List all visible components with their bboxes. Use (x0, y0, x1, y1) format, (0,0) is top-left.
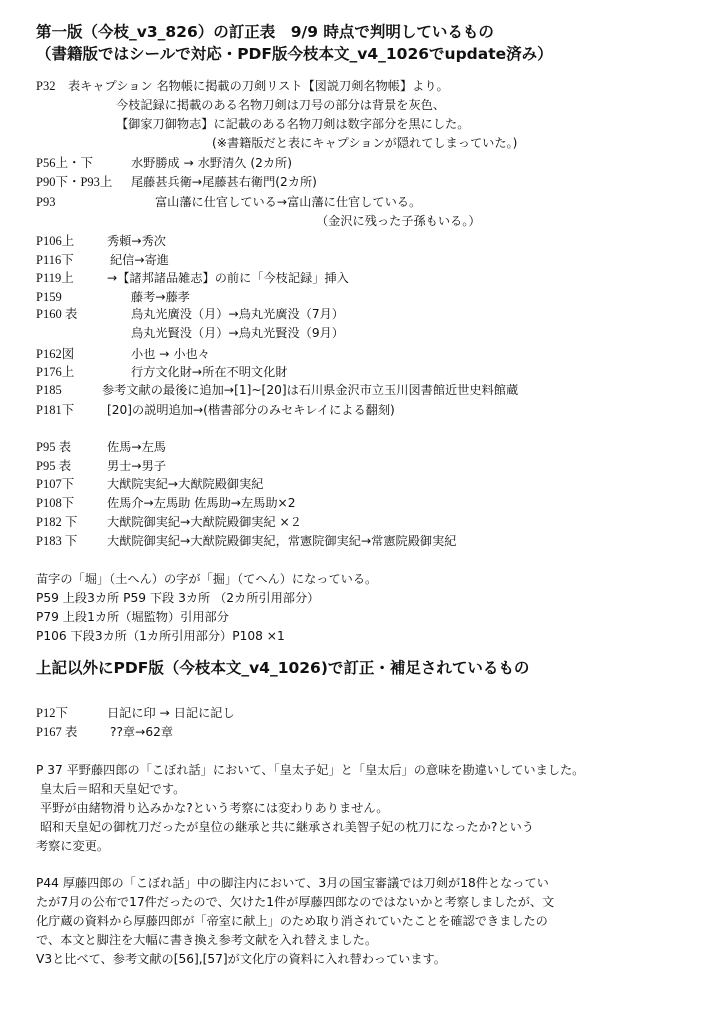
p159-text: 藤考→藤孝 (131, 290, 190, 304)
p185-text: 参考文献の最後に追加→[1]~[20]は石川県金沢市立玉川図書館近世史料館蔵 (102, 383, 519, 397)
sec3-line2: P59 上段3カ所 P59 下段 3カ所 （2カ所引用部分） (36, 591, 320, 605)
p162-text: 小也 → 小也々 (131, 347, 210, 361)
p44-line3: 化庁蔵の資料から厚藤四郎が「帝室に献上」のため取り消されていたことを確認できましたの (36, 914, 548, 928)
p119-label: P119上 (36, 271, 74, 285)
p119-text: →【諸邦諸品雑志】の前に「今枝記録」挿入 (107, 271, 349, 285)
p56-label: P56上・下 (36, 156, 93, 170)
sec2-row-label: P95 表 (36, 440, 72, 454)
sec2-row-label: P95 表 (36, 459, 72, 473)
sec2-row-text: 佐馬介→左馬助 佐馬助→左馬助×2 (107, 496, 296, 510)
p44-line4: で、本文と脚注を大幅に書き換え参考文献を入れ替えました。 (36, 933, 378, 947)
p160-label: P160 表 (36, 307, 78, 321)
p176-label: P176上 (36, 365, 75, 379)
p44-line1: P44 厚藤四郎の「こぼれ話」中の脚注内において、3月の国宝審議では刀剣が18件となってい (36, 876, 549, 890)
sec2-row-text: 佐馬→左馬 (107, 440, 166, 454)
p32-line4: (※書籍版だと表にキャプションが隠れてしまっていた。) (212, 136, 518, 150)
p106-label: P106上 (36, 234, 75, 248)
p37-line5: 考察に変更。 (36, 839, 110, 853)
doc-title-line1: 第一版（今枝_v3_826）の訂正表 9/9 時点で判明しているもの (36, 23, 494, 41)
p160-line2: 烏丸光賢没（月）→烏丸光賢没（9月） (131, 326, 344, 340)
sec2-row-label: P183 下 (36, 534, 78, 548)
p56-text: 水野勝成 → 水野清久 (2カ所) (131, 156, 292, 170)
p116-text: 紀信→寄進 (110, 253, 169, 267)
p37-line4: 昭和天皇妃の御枕刀だったが皇位の継承と共に継承され美智子妃の枕刀になったか?という (40, 820, 534, 834)
sec2-row-text: 大猷院御実紀→大猷院殿御実紀 ×２ (107, 515, 302, 529)
p32-line3: 【御家刀御物志】に記載のある名物刀剣は数字部分を黒にした。 (116, 117, 470, 131)
p116-label: P116下 (36, 253, 74, 267)
sec2-row-label: P182 下 (36, 515, 78, 529)
p90-text: 尾藤甚兵衛→尾藤甚右衛門(2カ所) (131, 175, 317, 189)
p160-line1: 烏丸光廣没（月）→烏丸光廣没（7月） (131, 307, 344, 321)
sec2-row-label: P107下 (36, 477, 75, 491)
sec2-row-text: 男士→男子 (107, 459, 166, 473)
sec4-row-label: P167 表 (36, 725, 78, 739)
section-heading-pdf: 上記以外にPDF版（今枝本文_v4_1026)で訂正・補足されているもの (36, 659, 530, 677)
p37-line1: P 37 平野藤四郎の「こぼれ話」において、「皇太子妃」と「皇太后」の意味を勘違いしていました。 (36, 763, 585, 777)
p159-label: P159 (36, 290, 62, 304)
sec2-row-text: 大猷院実紀→大猷院殿御実紀 (107, 477, 264, 491)
doc-title-line2: （書籍版ではシールで対応・PDF版今枝本文_v4_1026でupdate済み） (36, 45, 553, 63)
p106-text: 秀頼→秀次 (107, 234, 166, 248)
p37-line3: 平野が由緒物滑り込みかな?という考察には変わりありません。 (40, 801, 389, 815)
p185-label: P185 (36, 383, 62, 397)
sec2-row-label: P108下 (36, 496, 75, 510)
p44-line2: たが7月の公布で17件だったので、欠けた1件が厚藤四郎なのではないかと考察しましたが、文 (36, 895, 555, 909)
p162-label: P162図 (36, 347, 75, 361)
sec4-row-text: ??章→62章 (110, 725, 174, 739)
p32-line1: 表キャプション 名物帳に掲載の刀剣リスト【図説刀剣名物帳】より。 (68, 79, 449, 93)
sec3-line1: 苗字の「堀」（土へん）の字が「掘」（てへん）になっている。 (36, 572, 378, 586)
p176-text: 行方文化財→所在不明文化財 (131, 365, 288, 379)
sec2-row-text: 大猷院御実紀→大猷院殿御実紀，常憲院御実紀→常憲院殿御実紀 (107, 534, 457, 548)
sec3-line3: P79 上段1カ所（堀監物）引用部分 (36, 610, 229, 624)
p93-label: P93 (36, 195, 56, 209)
p32-line2: 今枝記録に掲載のある名物刀剣は刀号の部分は背景を灰色、 (116, 98, 446, 112)
p181-label: P181下 (36, 403, 75, 417)
p32-label: P32 (36, 79, 56, 93)
sec4-row-label: P12下 (36, 706, 68, 720)
p93-line1: 富山藩に仕官している→富山藩に仕官している。 (155, 195, 422, 209)
sec3-line4: P106 下段3カ所（1カ所引用部分）P108 ×1 (36, 629, 285, 643)
sec4-row-text: 日記に印 → 日記に記し (107, 706, 235, 720)
p181-text: [20]の説明追加→(楷書部分のみセキレイによる翻刻) (107, 403, 395, 417)
p93-line2: （金沢に残った子孫もいる。） (316, 214, 481, 228)
p37-line2: 皇太后＝昭和天皇妃です。 (40, 782, 186, 796)
p90-label: P90下・P93上 (36, 175, 113, 189)
p44-line5: V3と比べて、参考文献の[56],[57]が文化庁の資料に入れ替わっています。 (36, 952, 446, 966)
